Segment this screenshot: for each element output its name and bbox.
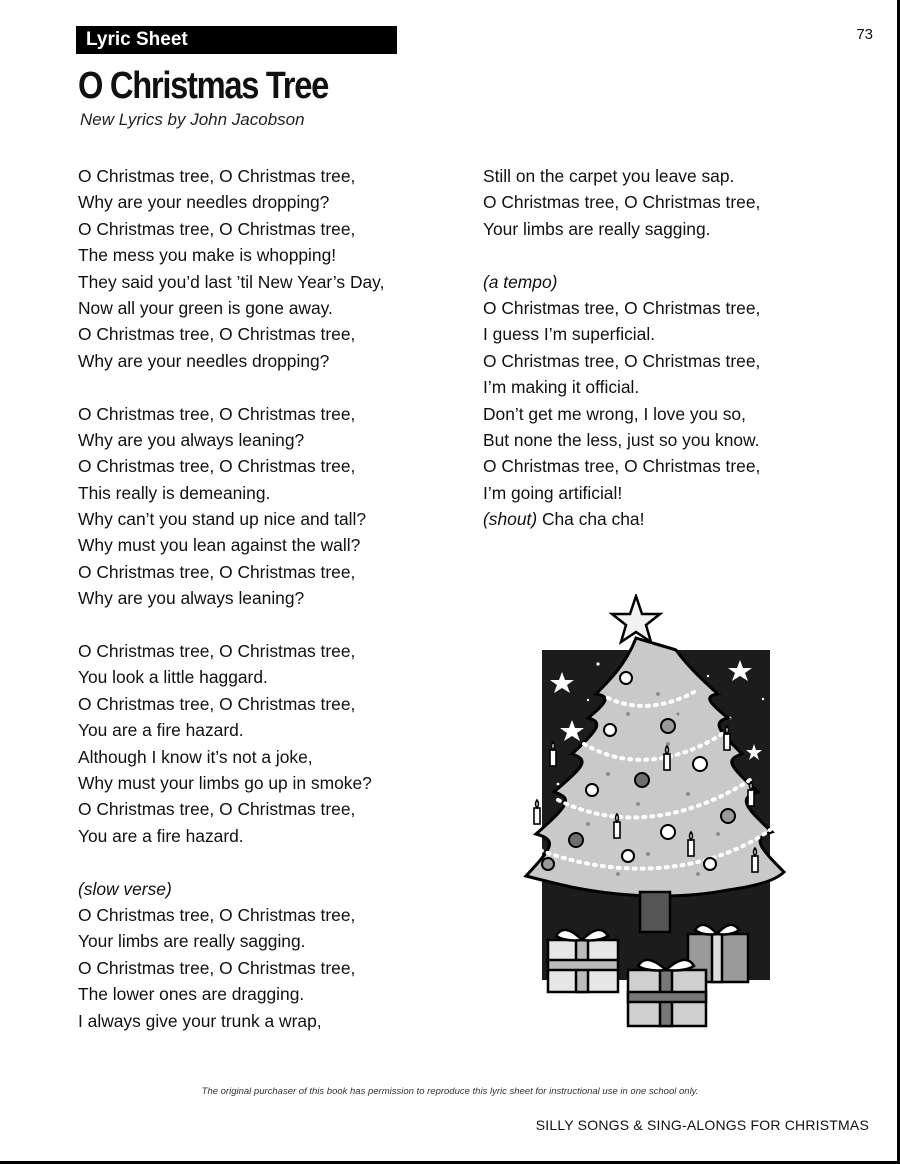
lyric-line: Don’t get me wrong, I love you so, (483, 403, 746, 424)
lyric-line: I always give your trunk a wrap, (78, 1010, 322, 1031)
tree-trunk (640, 892, 670, 932)
lyric-line: The mess you make is whopping! (78, 245, 337, 266)
lyrics-left-column (78, 163, 438, 1034)
lyric-line: O Christmas tree, O Christmas tree, (483, 192, 761, 213)
tree-topper-star-icon (612, 596, 660, 642)
lyric-line: You look a little haggard. (78, 667, 268, 688)
song-title: O Christmas Tree (78, 65, 328, 107)
lyric-line: O Christmas tree, O Christmas tree, (78, 403, 356, 424)
lyric-line: O Christmas tree, O Christmas tree, (78, 904, 356, 925)
lyric-line: Why must you lean against the wall? (78, 535, 361, 556)
lyric-line: You are a fire hazard. (78, 825, 244, 846)
shout-marking: (shout) (483, 509, 538, 530)
shout-text: Cha cha cha! (537, 509, 645, 530)
lyric-line: Although I know it’s not a joke, (78, 746, 313, 767)
lyric-line: Why are your needles dropping? (78, 350, 330, 371)
lyric-line: But none the less, just so you know. (483, 429, 760, 450)
lyric-line: O Christmas tree, O Christmas tree, (78, 218, 356, 239)
lyric-line: Your limbs are really sagging. (483, 218, 711, 239)
lyric-line: O Christmas tree, O Christmas tree, (78, 799, 356, 820)
lyric-line: O Christmas tree, O Christmas tree, (483, 350, 761, 371)
lyric-line: O Christmas tree, O Christmas tree, (483, 456, 761, 477)
lyric-line: I’m going artificial! (483, 482, 623, 503)
lyric-line: This really is demeaning. (78, 482, 271, 503)
permission-note: The original purchaser of this book has permission to reproduce this lyric sheet for instructional use in one school only. (201, 1086, 699, 1097)
stanza-gap (78, 612, 438, 638)
page-number: 73 (856, 26, 873, 43)
lyric-line: You are a fire hazard. (78, 720, 244, 741)
lyric-line: O Christmas tree, O Christmas tree, (483, 297, 761, 318)
lyric-line: Why can’t you stand up nice and tall? (78, 509, 367, 530)
lyric-line: Your limbs are really sagging. (78, 931, 306, 952)
lyric-line: O Christmas tree, O Christmas tree, (78, 641, 356, 662)
lyric-line: Why are you always leaning? (78, 429, 305, 450)
stanza-gap (78, 849, 438, 875)
christmas-tree-illustration (518, 594, 790, 1050)
book-title: SILLY SONGS & SING-ALONGS FOR CHRISTMAS (535, 1117, 869, 1133)
lyric-line: Why must your limbs go up in smoke? (78, 772, 372, 793)
tempo-marking: (slow verse) (78, 878, 172, 899)
lyric-line: O Christmas tree, O Christmas tree, (78, 561, 356, 582)
section-label: Lyric Sheet (76, 26, 397, 54)
lyric-line: Why are your needles dropping? (78, 192, 330, 213)
lyric-line: O Christmas tree, O Christmas tree, (78, 324, 356, 345)
stanza-gap (78, 374, 438, 400)
lyric-line: I guess I’m superficial. (483, 324, 656, 345)
tempo-marking: (a tempo) (483, 271, 558, 292)
lyric-line: O Christmas tree, O Christmas tree, (78, 693, 356, 714)
lyric-line: The lower ones are dragging. (78, 984, 305, 1005)
lyric-line: Why are you always leaning? (78, 588, 305, 609)
song-byline: New Lyrics by John Jacobson (80, 110, 305, 129)
lyric-line: Now all your green is gone away. (78, 297, 333, 318)
stanza-gap (483, 242, 823, 268)
lyrics-right-column (483, 163, 823, 532)
lyric-line-shout (483, 506, 823, 532)
lyric-line: Still on the carpet you leave sap. (483, 166, 735, 186)
lyric-line: O Christmas tree, O Christmas tree, (78, 957, 356, 978)
lyric-line: They said you’d last ’til New Year’s Day, (78, 271, 385, 292)
lyric-line: O Christmas tree, O Christmas tree, (78, 456, 356, 477)
lyric-line: O Christmas tree, O Christmas tree, (78, 166, 356, 186)
lyric-line: I’m making it official. (483, 377, 640, 398)
